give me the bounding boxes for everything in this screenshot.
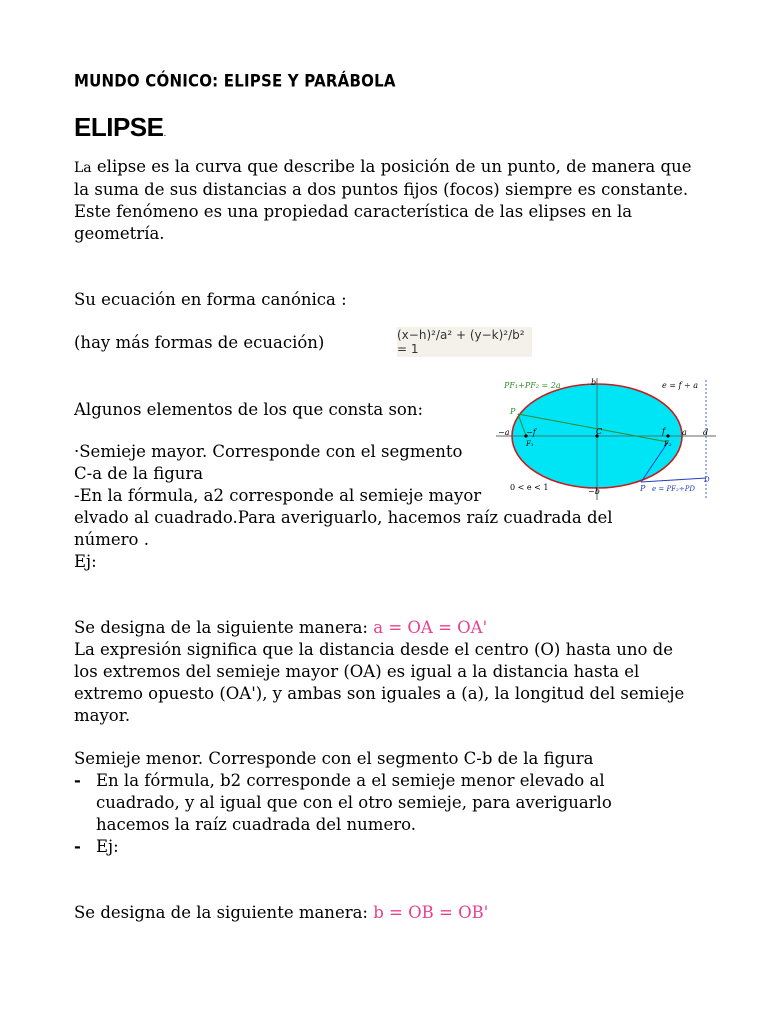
major-designation-value: a = OA = OA' (373, 618, 488, 637)
major-explanation (74, 639, 714, 727)
label-a: a (682, 428, 687, 437)
major-designation (74, 617, 487, 639)
label-neg-a: −a (498, 428, 510, 437)
major-line: -En la fórmula, a2 corresponde al semieje mayor (74, 486, 482, 505)
label-sum: PF₁+PF₂ = 2a (504, 381, 561, 390)
explanation-line: los extremos del semieje mayor (OA) es igual a la distancia hasta el (74, 662, 640, 681)
major-line: C-a de la figura (74, 464, 204, 483)
major-line: Ej: (74, 552, 97, 571)
label-p-top: P (510, 407, 516, 416)
bullet-marker: - (74, 771, 81, 790)
intro-lead: La (74, 160, 92, 176)
label-f1: F₁ (526, 440, 534, 448)
explanation-line: La expresión significa que la distancia desde el centro (O) hasta uno de (74, 640, 674, 659)
intro-line: elipse es la curva que describe la posición de un punto, de manera que (91, 157, 692, 176)
title-text: ELIPSE (74, 112, 164, 142)
equation-note: (hay más formas de ecuación) (74, 333, 325, 352)
ellipse-figure (496, 376, 718, 502)
intro-paragraph (74, 156, 714, 245)
page-title (74, 112, 166, 143)
label-b: b (591, 378, 597, 387)
title-suffix: . (163, 129, 167, 139)
label-eccentricity: e = f ÷ a (662, 381, 699, 390)
label-neg-f: −f (526, 428, 536, 437)
label-neg-b: −b (588, 487, 600, 496)
label-d-cap: D (704, 476, 710, 484)
bullet-line: Ej: (96, 837, 119, 856)
minor-title: Semieje menor. Corresponde con el segmento C-b de la figura (74, 749, 594, 768)
minor-bullet (74, 836, 694, 858)
major-line: ·Semieje mayor. Corresponde con el segmento (74, 442, 463, 461)
minor-bullet (74, 770, 694, 836)
major-designation-label: Se designa de la siguiente manera: (74, 618, 374, 637)
label-f: f (662, 427, 665, 436)
label-range: 0 < e < 1 (510, 483, 549, 492)
bullet-line: hacemos la raíz cuadrada del numero. (96, 815, 416, 834)
label-c: C (596, 427, 603, 436)
directrix-segment (641, 478, 706, 482)
subtitle: MUNDO CÓNICO: ELIPSE Y PARÁBOLA (74, 71, 396, 91)
bullet-line: En la fórmula, b2 corresponde a el semieje menor elevado al (96, 771, 605, 790)
minor-designation-value: b = OB = OB' (373, 903, 489, 922)
minor-designation (74, 902, 488, 924)
bullet-marker: - (74, 837, 81, 856)
major-line: elvado al cuadrado.Para averiguarlo, hacemos raíz cuadrada del (74, 508, 613, 527)
intro-line: geometría. (74, 224, 165, 243)
label-d: d (703, 428, 709, 437)
minor-designation-label: Se designa de la siguiente manera: (74, 903, 374, 922)
bullet-line: cuadrado, y al igual que con el otro semieje, para averiguarlo (96, 793, 612, 812)
explanation-line: extremo opuesto (OA'), y ambas son iguales a (a), la longitud del semieje (74, 684, 685, 703)
minor-bullets (74, 770, 694, 858)
intro-line: Este fenómeno es una propiedad característica de las elipses en la (74, 202, 633, 221)
intro-line: la suma de sus distancias a dos puntos fijos (focos) siempre es constante. (74, 180, 689, 199)
equation-formula: (x−h)²/a² + (y−k)²/b² = 1 (397, 327, 532, 357)
label-eccentricity-2: e = PF₂÷PD (652, 485, 696, 493)
major-line: número . (74, 530, 149, 549)
elements-intro: Algunos elementos de los que consta son: (74, 400, 424, 419)
label-p-bottom: P (640, 484, 646, 493)
equation-label: Su ecuación en forma canónica : (74, 290, 347, 309)
focus-point-2 (666, 434, 669, 437)
explanation-line: mayor. (74, 706, 131, 725)
label-f2: F₂ (664, 440, 672, 448)
